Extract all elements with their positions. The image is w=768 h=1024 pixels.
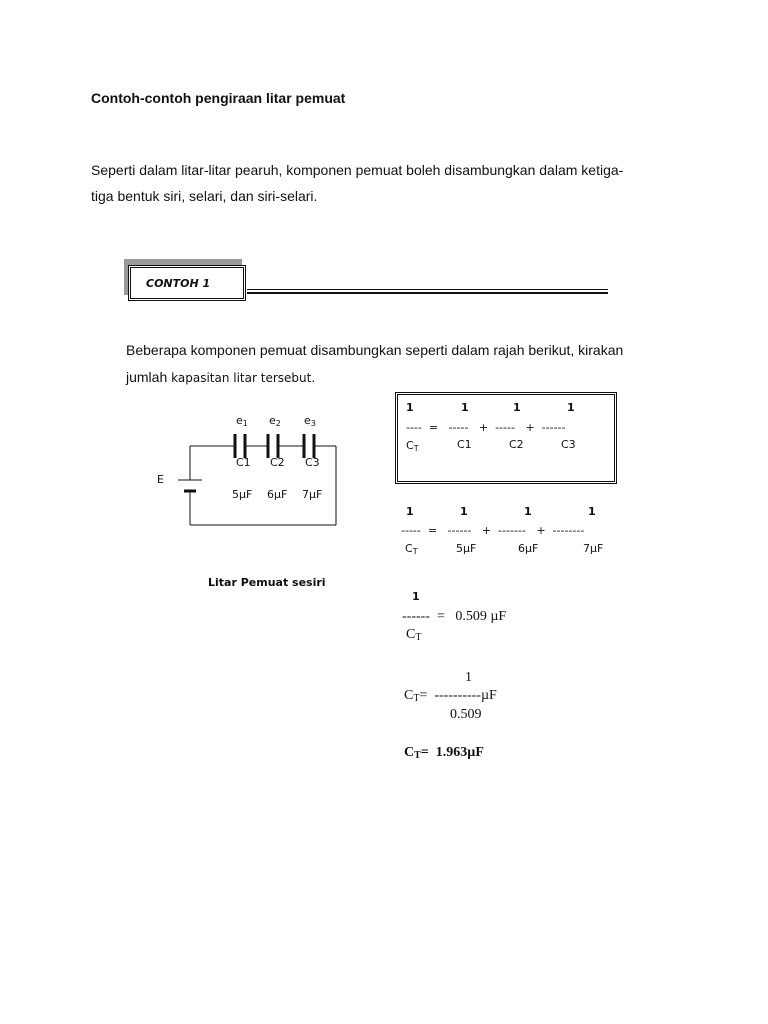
label-e1: $e_1$: [236, 414, 248, 428]
question-line-2a: jumlah: [126, 369, 172, 385]
formula-ct: $C_T$: [406, 439, 419, 453]
label-c1: C1: [236, 456, 251, 469]
step2-num-3: 1: [524, 505, 532, 518]
step2-num-1: 1: [406, 505, 414, 518]
banner-rule: [247, 289, 608, 290]
label-e3: $e_3$: [304, 414, 316, 428]
formula-num-4: 1: [567, 401, 575, 414]
label-source: E: [157, 473, 164, 486]
step2-d1: 5µF: [456, 542, 477, 555]
step4-den: 0.509: [450, 707, 482, 722]
label-e2: $e_2$: [269, 414, 281, 428]
label-v2: 6µF: [267, 488, 288, 501]
label-c3: C3: [305, 456, 320, 469]
formula-num-2: 1: [461, 401, 469, 414]
step2-num-4: 1: [588, 505, 596, 518]
example-label: CONTOH 1: [146, 277, 211, 290]
formula-box: [395, 392, 617, 484]
step2-ct: $C_T$: [405, 542, 418, 556]
step2-dash-line: ----- = ------ + ------- + --------: [401, 524, 585, 537]
step2-num-2: 1: [460, 505, 468, 518]
formula-num-1: 1: [406, 401, 414, 414]
circuit-caption: Litar Pemuat sesiri: [208, 576, 326, 589]
label-c2: C2: [270, 456, 285, 469]
step2-d3: 7µF: [583, 542, 604, 555]
intro-line-2: tiga bentuk siri, selari, dan siri-selari.: [91, 188, 318, 204]
step3-num: 1: [412, 590, 420, 603]
formula-d3: C3: [561, 438, 576, 451]
label-v1: 5µF: [232, 488, 253, 501]
label-v3: 7µF: [302, 488, 323, 501]
banner-rule-thick: [247, 292, 608, 294]
step2-d2: 6µF: [518, 542, 539, 555]
formula-num-3: 1: [513, 401, 521, 414]
step3-ct: $C_T$: [406, 627, 422, 643]
formula-d2: C2: [509, 438, 524, 451]
intro-line-1: Seperti dalam litar-litar pearuh, komponen pemuat boleh disambungkan dalam ketiga-: [91, 162, 624, 178]
question-line-1: Beberapa komponen pemuat disambungkan seperti dalam rajah berikut, kirakan: [126, 342, 624, 358]
step3-line: ------ = 0.509 µF: [402, 609, 507, 624]
question-line-2b: kapasitan litar tersebut.: [171, 371, 316, 385]
question-line-2: [126, 369, 315, 387]
formula-dash-line: ---- = ----- + ----- + ------: [406, 421, 566, 434]
result-equation: $C_T= 1.963\mu F$: [404, 745, 484, 761]
step4-num: 1: [465, 670, 472, 685]
page-heading: Contoh-contoh pengiraan litar pemuat: [91, 90, 346, 106]
formula-d1: C1: [457, 438, 472, 451]
step4-equation: $C_T= ----------\mu F$: [404, 688, 497, 704]
